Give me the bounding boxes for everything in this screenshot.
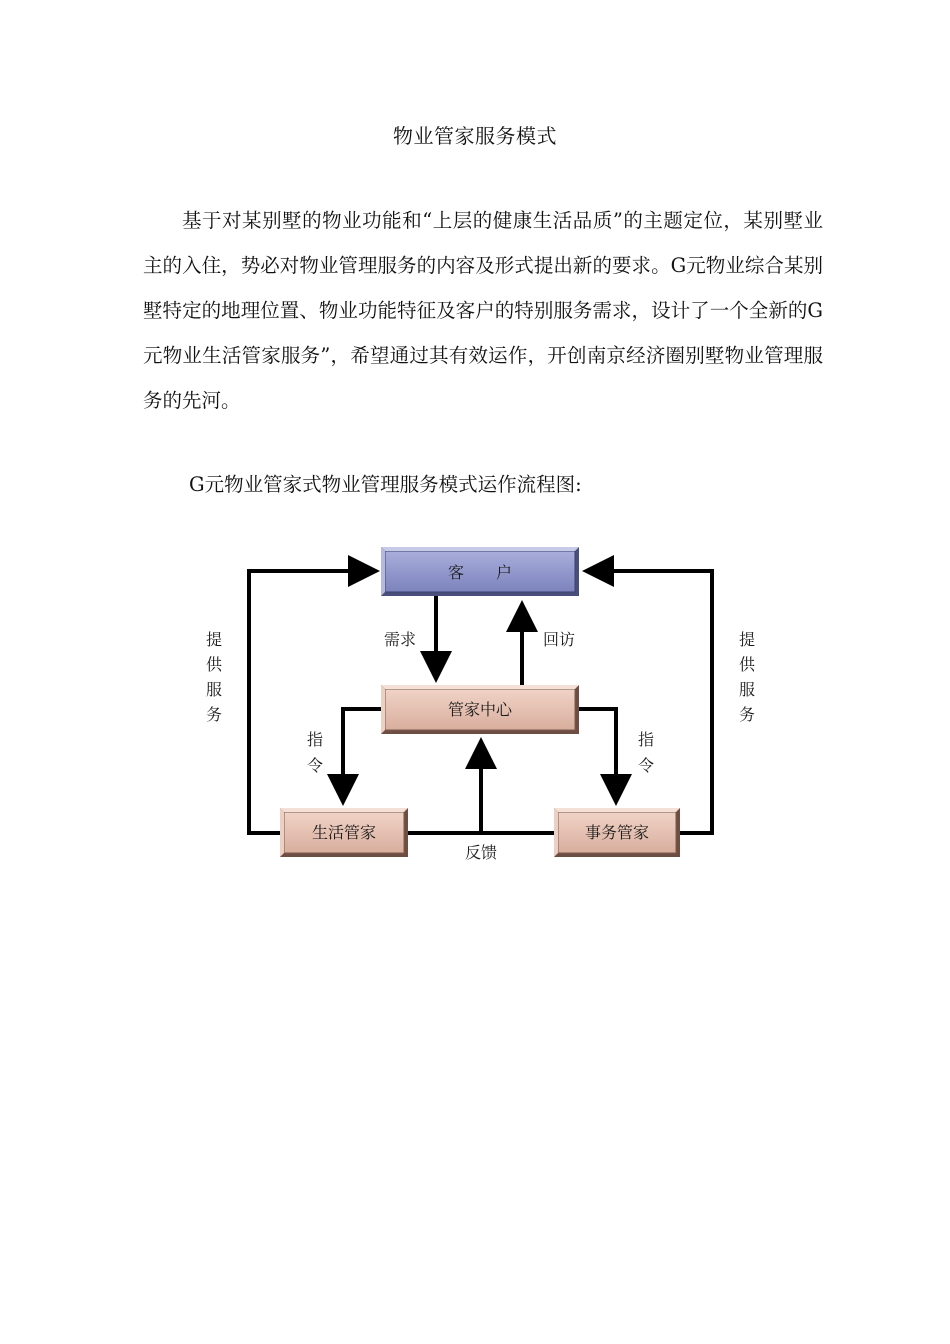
command-right-arrow <box>578 709 616 798</box>
label-command-left-1: 指 <box>306 730 324 749</box>
label-feedback: 反馈 <box>464 843 498 862</box>
label-command-right-2: 令 <box>637 756 655 775</box>
label-service-right-3: 服 <box>738 680 756 699</box>
label-service-right-2: 供 <box>738 655 756 674</box>
service-left-arrow <box>249 571 372 833</box>
label-service-left-3: 服 <box>205 680 223 699</box>
label-demand: 需求 <box>383 630 417 649</box>
node-life-label: 生活管家 <box>311 823 377 842</box>
label-command-left-2: 令 <box>306 756 324 775</box>
label-revisit: 回访 <box>542 630 576 649</box>
label-service-left-4: 务 <box>205 705 223 724</box>
label-service-right-4: 务 <box>738 705 756 724</box>
document-title: 物业管家服务模式 <box>393 124 557 148</box>
node-center <box>381 685 579 734</box>
service-right-arrow <box>590 571 712 833</box>
label-command-right-1: 指 <box>637 730 655 749</box>
node-affairs-butler <box>554 808 680 857</box>
flowchart-caption: G元物业管家式物业管理服务模式运作流程图: <box>189 473 582 496</box>
intro-paragraph: 基于对某别墅的物业功能和“上层的健康生活品质”的主题定位，某别墅业主的入住，势必对物业管理服务的内容及形式提出新的要求。G元物业综合某别墅特定的地理位置、物业功能特征及客户的特别服务需求，设计了一个全新的G元物业生活管家服务”，希望通过其有效运作，开创南京经济圈别墅物业管理服务的先河。 <box>143 209 823 412</box>
node-customer-label: 客 户 <box>447 563 513 582</box>
label-service-right-1: 提 <box>738 630 756 649</box>
node-center-label: 管家中心 <box>447 700 513 719</box>
label-service-left-2: 供 <box>205 655 223 674</box>
node-customer <box>381 547 579 596</box>
label-service-left-1: 提 <box>205 630 223 649</box>
node-life-butler <box>280 808 408 857</box>
node-affairs-label: 事务管家 <box>584 823 650 842</box>
command-left-arrow <box>343 709 383 798</box>
